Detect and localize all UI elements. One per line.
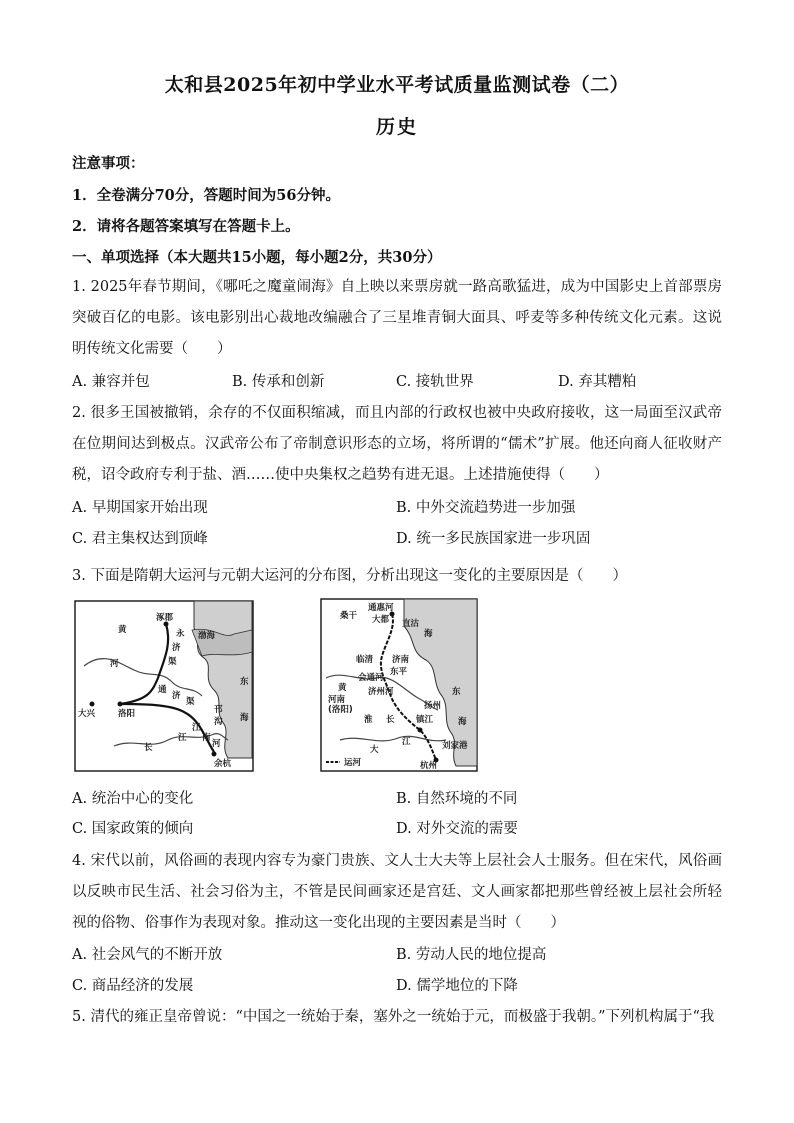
map-label: 河: [110, 659, 119, 669]
question-1-option-a[interactable]: A. 兼容并包: [72, 374, 150, 390]
question-4-option-d[interactable]: D. 儒学地位的下降: [396, 978, 518, 994]
notice-heading: 注意事项：: [72, 155, 145, 172]
question-3-option-a[interactable]: A. 统治中心的变化: [72, 791, 194, 807]
question-2-option-a[interactable]: A. 早期国家开始出现: [72, 500, 208, 516]
question-4-option-b[interactable]: B. 劳动人民的地位提高: [396, 947, 547, 963]
sui-grand-canal-map: [74, 600, 254, 772]
map-label: 镇江: [416, 715, 434, 725]
question-4-option-c[interactable]: C. 商品经济的发展: [72, 978, 194, 994]
yuan-grand-canal-map: [320, 598, 478, 772]
map-label: 会通河: [358, 673, 384, 683]
question-2-option-d[interactable]: D. 统一多民族国家进一步巩固: [396, 531, 591, 547]
map-label: 淮: [364, 715, 373, 725]
map-label: 渤海: [198, 631, 216, 641]
question-1-stem: 1. 2025年春节期间，《哪吒之魔童闹海》自上映以来票房就一路高歌猛进，成为中国影史上首部票房突破百亿的电影。该电影别出心裁地改编融合了三星堆青铜大面具、呼麦等多种传统文化元素。这说明传统文化需要（ ）: [72, 279, 722, 357]
map-label: 长: [386, 715, 395, 725]
map-label: 通惠河: [368, 603, 394, 613]
map-label: 扬州: [424, 701, 442, 711]
map-label: 大: [370, 745, 379, 755]
map-label: 通: [158, 685, 167, 695]
map-label: 南: [202, 733, 211, 743]
map-label: 永: [176, 629, 185, 639]
page-title: 太和县2025年初中学业水平考试质量监测试卷（二）: [164, 74, 630, 96]
map-label: 济: [172, 691, 181, 701]
map-label: 洛阳: [118, 709, 136, 719]
map-label: 海: [458, 717, 467, 727]
subject-title: 历史: [375, 116, 418, 138]
map-label: 邗: [214, 705, 223, 715]
map-label: 刘家港: [442, 741, 468, 751]
question-4-stem: 4. 宋代以前，风俗画的表现内容专为豪门贵族、文人士大夫等上层社会人士服务。但在宋代，风俗画以反映市民生活、社会习俗为主，不管是民间画家还是宫廷、文人画家都把那些曾经被上层社会所轻视的俗物、俗事作为表现对象。推动这一变化出现的主要因素是当时（ ）: [72, 853, 722, 931]
map-label: 济: [172, 643, 181, 653]
question-1-option-b[interactable]: B. 传承和创新: [232, 374, 325, 390]
map-label: 临清: [356, 655, 374, 665]
question-3-option-c[interactable]: C. 国家政策的倾向: [72, 821, 194, 837]
map-label: (洛阳): [328, 705, 353, 715]
map-label: 桑干: [340, 611, 358, 621]
map-label: 海: [240, 713, 249, 723]
map-label: 大都: [372, 615, 390, 625]
map-label: 河: [212, 739, 221, 749]
notice-item-2: 2．请将各题答案填写在答题卡上。: [72, 218, 300, 235]
question-1-option-d[interactable]: D. 弃其糟粕: [558, 374, 637, 390]
map-label: 江: [178, 733, 187, 743]
section-heading: 一、单项选择（本大题共15小题，每小题2分，共30分）: [72, 249, 442, 266]
map-label: 沟: [214, 717, 223, 727]
question-3-option-d[interactable]: D. 对外交流的需要: [396, 821, 518, 837]
map-label: 黄: [118, 625, 127, 635]
map-label: 黄: [338, 683, 347, 693]
map-label: 直沽: [402, 619, 420, 629]
notice-item-1: 1．全卷满分70分，答题时间为56分钟。: [72, 187, 340, 204]
map-label: 东平: [390, 667, 408, 677]
map-label: 渠: [186, 697, 195, 707]
map-label: 杭州: [420, 761, 438, 771]
map-label: 江: [192, 723, 201, 733]
map-label: 余杭: [214, 759, 232, 769]
map-label: 东: [452, 687, 461, 697]
map-label: 济州河: [368, 687, 394, 697]
question-4-option-a[interactable]: A. 社会风气的不断开放: [72, 947, 223, 963]
map-label: 河南: [328, 695, 346, 705]
question-2-stem: 2. 很多王国被撤销，余存的不仅面积缩减，而且内部的行政权也被中央政府接收，这一局面至汉武帝在位期间达到极点。汉武帝公布了帝制意识形态的立场，将所谓的“儒术”扩展。他还向商人征收财产税，诏令政府专利于盐、酒……使中央集权之趋势有进无退。上述措施使得（ ）: [72, 405, 722, 483]
map-label: 长: [144, 743, 153, 753]
question-5-stem: 5. 清代的雍正皇帝曾说：“中国之一统始于秦，塞外之一统始于元，而极盛于我朝。”下列机构属于“我: [72, 1009, 715, 1025]
question-3-option-b[interactable]: B. 自然环境的不同: [396, 791, 518, 807]
map-label: 江: [402, 737, 411, 747]
map-label: 海: [424, 629, 433, 639]
map-label: 渠: [168, 657, 177, 667]
map-label: 大兴: [78, 709, 96, 719]
map-label: 涿郡: [156, 613, 174, 623]
map-label: 济南: [392, 655, 410, 665]
question-3-stem: 3. 下面是隋朝大运河与元朝大运河的分布图，分析出现这一变化的主要原因是（ ）: [72, 568, 627, 584]
question-1-option-c[interactable]: C. 接轨世界: [396, 374, 474, 390]
map-legend-label: 运河: [344, 758, 362, 768]
map-label: 东: [240, 677, 249, 687]
question-2-option-b[interactable]: B. 中外交流趋势进一步加强: [396, 500, 576, 516]
question-2-option-c[interactable]: C. 君主集权达到顶峰: [72, 531, 208, 547]
